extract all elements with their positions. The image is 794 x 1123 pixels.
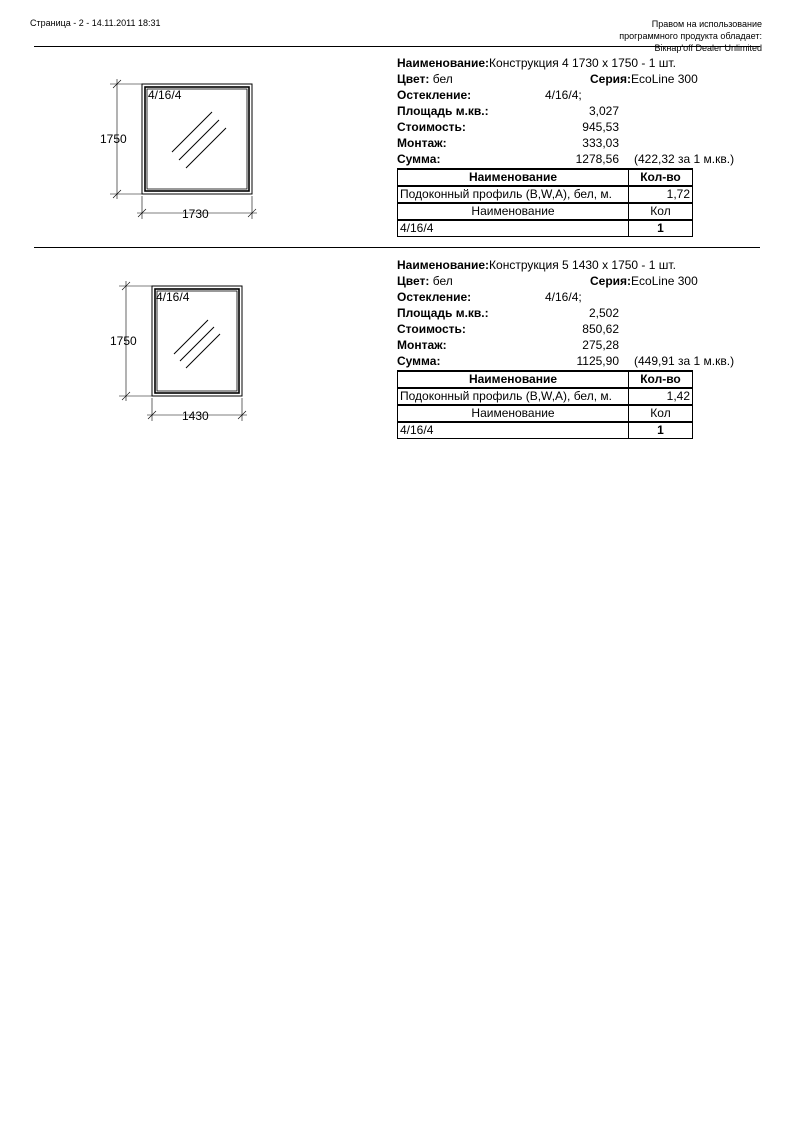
glass-hatch-line	[180, 327, 214, 361]
glazing-value: 4/16/4;	[545, 88, 582, 102]
glazing-label: Остекление:	[397, 290, 472, 304]
table-header-qty: Кол-во	[629, 371, 693, 388]
cost-label: Стоимость:	[397, 322, 466, 336]
glass-pane	[157, 291, 237, 391]
width-dimension: 1430	[182, 409, 209, 423]
glass-pane	[147, 89, 247, 189]
mount-value: 333,03	[582, 136, 619, 150]
width-dimension: 1730	[182, 207, 209, 221]
color-label: Цвет:	[397, 274, 430, 288]
sum-per-m2: (449,91 за 1 м.кв.)	[634, 354, 735, 368]
page-header-left: Страница - 2 - 14.11.2011 18:31	[30, 18, 161, 28]
area-label: Площадь м.кв.:	[397, 104, 489, 118]
glass-hatch-line	[174, 320, 208, 354]
glazing-label: Остекление:	[397, 88, 472, 102]
glass-hatch-line	[186, 334, 220, 368]
name-value: Конструкция 4 1730 x 1750 - 1 шт.	[489, 56, 676, 70]
license-line-3: Вікнар'off Dealer Unlimited	[654, 43, 762, 53]
area-value: 2,502	[588, 306, 619, 320]
license-line-2: программного продукта обладает:	[619, 31, 762, 41]
name-label: Наименование:	[397, 258, 490, 272]
series-value: EcoLine 300	[631, 72, 698, 86]
sum-label: Сумма:	[397, 152, 441, 166]
height-dimension: 1750	[110, 334, 137, 348]
glass-label: 4/16/4	[156, 290, 190, 304]
window-frame-inner	[155, 289, 239, 393]
table-cell-name: Подоконный профиль (B,W,A), бел, м.	[398, 388, 629, 405]
series-label: Серия:	[590, 274, 632, 288]
table-cell-qty: 1,72	[629, 186, 693, 203]
table-cell-name: 4/16/4	[398, 220, 629, 237]
area-label: Площадь м.кв.:	[397, 306, 489, 320]
sum-label: Сумма:	[397, 354, 441, 368]
table-row	[398, 422, 693, 439]
glass-hatch-line	[179, 120, 219, 160]
table-cell-name: 4/16/4	[398, 422, 629, 439]
table-cell-qty: 1	[629, 422, 693, 439]
table-header-qty: Кол-во	[629, 169, 693, 186]
mount-value: 275,28	[582, 338, 619, 352]
table-header-name: Наименование	[398, 169, 629, 186]
glass-hatch-line	[186, 128, 226, 168]
color-value: бел	[432, 72, 453, 86]
name-label: Наименование:	[397, 56, 490, 70]
table-row	[398, 388, 693, 405]
table-row	[398, 186, 693, 203]
table-header-qty: Кол	[629, 405, 693, 422]
license-line-1: Правом на использование	[651, 19, 762, 29]
color-label: Цвет:	[397, 72, 430, 86]
height-dimension: 1750	[100, 132, 127, 146]
area-value: 3,027	[588, 104, 619, 118]
profile-table	[397, 370, 693, 439]
table-header-name: Наименование	[398, 203, 629, 220]
glazing-value: 4/16/4;	[545, 290, 582, 304]
table-cell-name: Подоконный профиль (B,W,A), бел, м.	[398, 186, 629, 203]
cost-label: Стоимость:	[397, 120, 466, 134]
mount-label: Монтаж:	[397, 136, 447, 150]
series-label: Серия:	[590, 72, 632, 86]
glass-hatch-line	[172, 112, 212, 152]
table-header-qty: Кол	[629, 203, 693, 220]
color-value: бел	[432, 274, 453, 288]
table-cell-qty: 1,42	[629, 388, 693, 405]
glass-label: 4/16/4	[148, 88, 182, 102]
sum-per-m2: (422,32 за 1 м.кв.)	[634, 152, 735, 166]
name-value: Конструкция 5 1430 x 1750 - 1 шт.	[489, 258, 676, 272]
cost-value: 850,62	[582, 322, 619, 336]
table-header-name: Наименование	[398, 405, 629, 422]
sum-value: 1125,90	[576, 354, 619, 368]
window-frame-inner	[145, 87, 249, 191]
series-value: EcoLine 300	[631, 274, 698, 288]
mount-label: Монтаж:	[397, 338, 447, 352]
cost-value: 945,53	[582, 120, 619, 134]
sum-value: 1278,56	[575, 152, 619, 166]
table-cell-qty: 1	[629, 220, 693, 237]
table-header-name: Наименование	[398, 371, 629, 388]
